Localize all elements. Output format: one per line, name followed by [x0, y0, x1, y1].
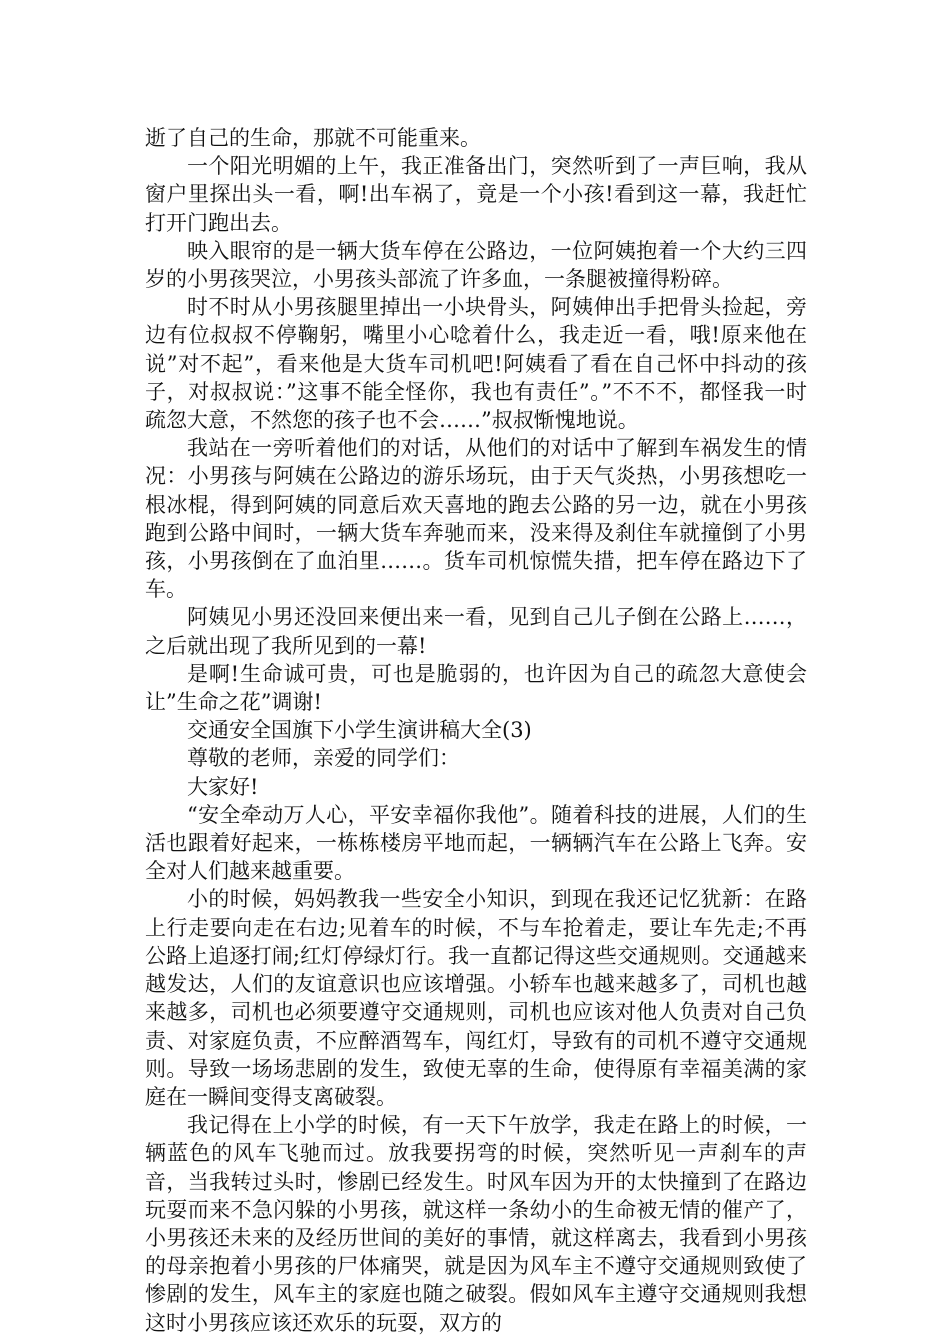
paragraph-7: 是啊!生命诚可贵，可也是脆弱的，也许因为自己的疏忽大意使会让”生命之花”调谢!: [145, 661, 807, 715]
paragraph-11: “安全牵动万人心，平安幸福你我他”。随着科技的进展，人们的生活也跟着好起来，一栋栋楼房平地而起，一辆辆汽车在公路上飞奔。安全对人们越来越重要。: [145, 802, 807, 884]
paragraph-3: 映入眼帘的是一辆大货车停在公路边，一位阿姨抱着一个大约三四岁的小男孩哭泣，小男孩头部流了许多血，一条腿被撞得粉碎。: [145, 238, 807, 292]
paragraph-4: 时不时从小男孩腿里掉出一小块骨头，阿姨伸出手把骨头捡起，旁边有位叔叔不停鞠躬，嘴里小心唸着什么，我走近一看，哦!原来他在说”对不起”，看来他是大货车司机吧!阿姨看了看在自己怀中抖动的孩子，对叔叔说：”这事不能全怪你，我也有责任”。”不不不，都怪我一时疏忽大意，不然您的孩子也不会……”叔叔惭愧地说。: [145, 295, 807, 433]
document-body: [145, 124, 807, 1337]
paragraph-13: 我记得在上小学的时候，有一天下午放学，我走在路上的时候，一辆蓝色的风车飞驰而过。放我要拐弯的时候，突然听见一声刹车的声音，当我转过头时，惨剧已经发生。时风车因为开的太快撞到了在路边玩耍而来不急闪躲的小男孩，就这样一条幼小的生命被无情的催产了，小男孩还未来的及经历世间的美好的事情，就这样离去，我看到小男孩的母亲抱着小男孩的尸体痛哭，就是因为风车主不遵守交通规则致使了惨剧的发生，风车主的家庭也随之破裂。假如风车主遵守交通规则我想这时小男孩应该还欢乐的玩耍，双方的: [145, 1113, 807, 1335]
salutation: 尊敬的老师，亲爱的同学们：: [187, 746, 460, 771]
paragraph-2: 一个阳光明媚的上午，我正准备出门，突然听到了一声巨响，我从窗户里探出头一看，啊!出车祸了，竟是一个小孩!看到这一幕，我赶忙打开门跑出去。: [145, 154, 807, 235]
paragraph-12: 小的时候，妈妈教我一些安全小知识，到现在我还记忆犹新：在路上行走要向走在右边;见着车的时候，不与车抢着走，要让车先走;不再公路上追逐打闹;红灯停绿灯行。我一直都记得这些交通规则。交通越来越发达，人们的友谊意识也应该增强。小轿车也越来越多了，司机也越来越多，司机也必须要遵守交通规则，司机也应该对他人负责对自己负责、对家庭负责，不应醉酒驾车，闯红灯，导致有的司机不遵守交通规则。导致一场场悲剧的发生，致使无辜的生命，使得原有幸福美满的家庭在一瞬间变得支离破裂。: [145, 887, 807, 1109]
paragraph-5: 我站在一旁听着他们的对话，从他们的对话中了解到车祸发生的情况：小男孩与阿姨在公路边的游乐场玩，由于天气炎热，小男孩想吃一根冰棍，得到阿姨的同意后欢天喜地的跑去公路的另一边，就在小男孩跑到公路中间时，一辆大货车奔驰而来，没来得及刹住车就撞倒了小男孩，小男孩倒在了血泊里……。货车司机惊慌失措，把车停在路边下了车。: [145, 436, 807, 602]
paragraph-1: 逝了自己的生命，那就不可能重来。: [145, 126, 481, 150]
greeting: 大家好!: [187, 774, 259, 799]
paragraph-6: 阿姨见小男还没回来便出来一看，见到自己儿子倒在公路上……，之后就出现了我所见到的一幕!: [145, 605, 807, 658]
section-heading: 交通安全国旗下小学生演讲稿大全(3): [187, 718, 532, 743]
